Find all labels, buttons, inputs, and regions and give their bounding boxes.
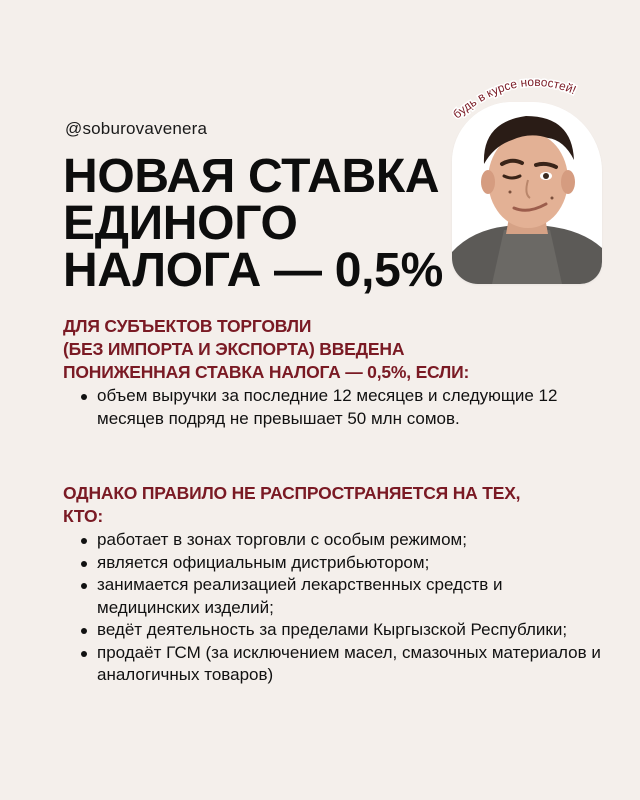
svg-text:будь в курсе новостей! (450, 75, 578, 122)
heading-line: ПОНИЖЕННАЯ СТАВКА НАЛОГА — 0,5%, ЕСЛИ: (63, 362, 470, 382)
list-item: объем выручки за последние 12 месяцев и следующие 12 месяцев подряд не превышает 50 млн сомов. (63, 385, 603, 430)
exceptions-heading (63, 482, 603, 528)
heading-line: ОДНАКО ПРАВИЛО НЕ РАСПРОСТРАНЯЕТСЯ НА ТЕХ, (63, 483, 521, 503)
author-handle[interactable]: @soburovavenera (65, 119, 208, 138)
title-line: ЕДИНОГО (63, 197, 298, 250)
condition-list (63, 385, 603, 430)
bullet-icon (81, 583, 87, 589)
heading-line: (БЕЗ ИМПОРТА И ЭКСПОРТА) ВВЕДЕНА (63, 339, 405, 359)
photo-sticker (440, 62, 612, 290)
bullet-icon (81, 394, 87, 400)
heading-line: ДЛЯ СУБЪЕКТОВ ТОРГОВЛИ (63, 316, 312, 336)
title-line: НОВАЯ СТАВКА (63, 150, 440, 203)
sticker-caption-text: будь в курсе новостей! (450, 74, 579, 122)
list-item: ведёт деятельность за пределами Кыргызской Республики; (63, 619, 603, 642)
condition-heading (63, 315, 603, 384)
bullet-icon (81, 538, 87, 544)
condition-section (63, 315, 603, 430)
exceptions-list (63, 529, 603, 687)
list-item: работает в зонах торговли с особым режимом; (63, 529, 603, 552)
heading-line: КТО: (63, 506, 104, 526)
bullet-icon (81, 561, 87, 567)
list-item: является официальным дистрибьютором; (63, 552, 603, 575)
bullet-icon (81, 628, 87, 634)
bullet-icon (81, 651, 87, 657)
sticker-caption (440, 62, 612, 152)
list-item: занимается реализацией лекарственных средств и медицинских изделий; (63, 574, 603, 619)
exceptions-section (63, 482, 603, 687)
title-line: НАЛОГА — 0,5% (63, 244, 443, 297)
page-title (63, 150, 463, 297)
list-item: продаёт ГСМ (за исключением масел, смазочных материалов и аналогичных товаров) (63, 642, 603, 687)
